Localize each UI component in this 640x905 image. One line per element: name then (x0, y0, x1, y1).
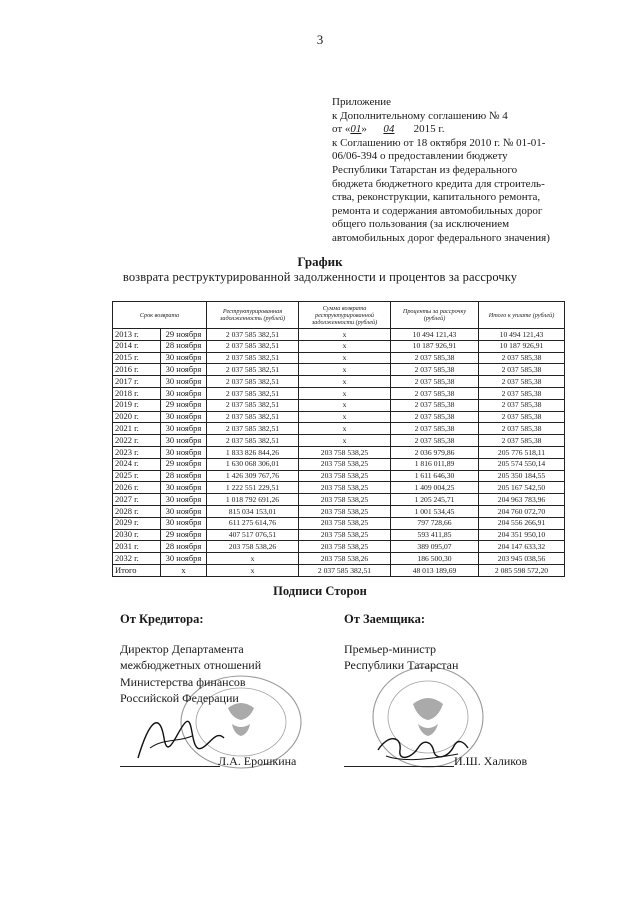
amount-cell: x (299, 364, 391, 376)
date-cell: 30 ноября (161, 411, 207, 423)
table-row (113, 446, 565, 458)
table-row (113, 517, 565, 529)
table-row (113, 340, 565, 352)
table-row (113, 541, 565, 553)
borrower-line: Республики Татарстан (344, 658, 459, 672)
amount-cell: 203 758 538,25 (299, 505, 391, 517)
amount-cell: 1 001 534,45 (391, 505, 479, 517)
appendix-line: бюджета бюджетного кредита для строитель- (332, 177, 545, 190)
amount-cell: 2 037 585,38 (479, 364, 565, 376)
year-cell: 2024 г. (113, 458, 161, 470)
year-cell: 2013 г. (113, 329, 161, 341)
amount-cell: 205 574 550,14 (479, 458, 565, 470)
table-row (113, 376, 565, 388)
amount-cell: 2 037 585,38 (479, 387, 565, 399)
header-cell: Реструктурированная задолженность (рублей) (207, 302, 299, 329)
amount-cell: x (299, 340, 391, 352)
table-row (113, 553, 565, 565)
table-row (113, 470, 565, 482)
amount-cell: 10 494 121,43 (391, 329, 479, 341)
date-cell: 29 ноября (161, 329, 207, 341)
amount-cell: 2 037 585 382,51 (207, 423, 299, 435)
date-cell: 30 ноября (161, 423, 207, 435)
year-cell: 2021 г. (113, 423, 161, 435)
amount-cell: 204 147 633,32 (479, 541, 565, 553)
borrower-heading: От Заемщика: (344, 612, 426, 626)
amount-cell: 2 037 585 382,51 (207, 411, 299, 423)
date-cell: 28 ноября (161, 470, 207, 482)
table-row (113, 329, 565, 341)
amount-cell: 2 037 585 382,51 (207, 387, 299, 399)
amount-cell: 2 037 585,38 (391, 435, 479, 447)
date-cell: 30 ноября (161, 364, 207, 376)
amount-cell: 611 275 614,76 (207, 517, 299, 529)
amount-cell: 203 758 538,25 (299, 529, 391, 541)
amount-cell: 2 085 598 572,20 (479, 564, 565, 576)
table-body (113, 329, 565, 577)
amount-cell: 1 409 004,25 (391, 482, 479, 494)
table-row (113, 458, 565, 470)
date-cell: 29 ноября (161, 399, 207, 411)
date-cell: 28 ноября (161, 340, 207, 352)
amount-cell: 2 037 585,38 (391, 411, 479, 423)
amount-cell: 203 758 538,26 (299, 553, 391, 565)
amount-cell: 203 758 538,25 (299, 470, 391, 482)
date-cell: 30 ноября (161, 446, 207, 458)
year-cell: 2023 г. (113, 446, 161, 458)
amount-cell: 203 758 538,25 (299, 446, 391, 458)
amount-cell: 2 037 585,38 (391, 387, 479, 399)
table-row (113, 399, 565, 411)
amount-cell: 2 037 585,38 (391, 376, 479, 388)
amount-cell: x (207, 553, 299, 565)
year-cell: 2014 г. (113, 340, 161, 352)
table-row (113, 529, 565, 541)
date-cell: 30 ноября (161, 494, 207, 506)
amount-cell: x (299, 411, 391, 423)
amount-cell: x (299, 423, 391, 435)
amount-cell: 205 167 542,50 (479, 482, 565, 494)
amount-cell: 204 556 266,91 (479, 517, 565, 529)
year-cell: 2028 г. (113, 505, 161, 517)
table-row (113, 387, 565, 399)
appendix-line: к Дополнительному соглашению № 4 (332, 109, 508, 122)
date-cell: 30 ноября (161, 376, 207, 388)
date-cell: 30 ноября (161, 553, 207, 565)
borrower-signature-line (344, 766, 454, 767)
header-cell: Итого к уплате (рублей) (479, 302, 565, 329)
header-cell: Сумма возврата реструктурированной задолженности (рублей) (299, 302, 391, 329)
date-cell: 28 ноября (161, 541, 207, 553)
page-number: 3 (316, 32, 324, 47)
appendix-line: общего пользования (за исключением (332, 218, 510, 231)
date-cell: 30 ноября (161, 387, 207, 399)
signatures-heading: Подписи Сторон (273, 584, 367, 598)
schedule-subtitle: возврата реструктурированной задолженности и процентов за рассрочку (122, 270, 518, 284)
date-cell: 30 ноября (161, 435, 207, 447)
amount-cell: 205 776 518,11 (479, 446, 565, 458)
year-cell: 2031 г. (113, 541, 161, 553)
amount-cell: 2 037 585 382,51 (299, 564, 391, 576)
amount-cell: 2 037 585,38 (391, 352, 479, 364)
date-cell: 30 ноября (161, 352, 207, 364)
year-cell: 2025 г. (113, 470, 161, 482)
amount-cell: 203 758 538,25 (299, 482, 391, 494)
amount-cell: 407 517 076,51 (207, 529, 299, 541)
table-row (113, 494, 565, 506)
creditor-line: Директор Департамента (120, 641, 244, 656)
date-cell: 29 ноября (161, 458, 207, 470)
amount-cell: 2 037 585 382,51 (207, 364, 299, 376)
amount-cell: 389 095,07 (391, 541, 479, 553)
amount-cell: 1 816 011,89 (391, 458, 479, 470)
appendix-line: к Соглашению от 18 октября 2010 г. № 01-01- (332, 136, 546, 149)
year-cell: 2018 г. (113, 387, 161, 399)
amount-cell: 205 350 184,55 (479, 470, 565, 482)
year-cell: 2030 г. (113, 529, 161, 541)
table-row (113, 482, 565, 494)
creditor-signature (130, 708, 230, 768)
amount-cell: 2 037 585,38 (479, 399, 565, 411)
creditor-name: Л.А. Ерошкина (218, 754, 297, 768)
year-cell: 2032 г. (113, 553, 161, 565)
amount-cell: 203 758 538,25 (299, 458, 391, 470)
year-cell: 2027 г. (113, 494, 161, 506)
amount-cell: 2 037 585,38 (479, 411, 565, 423)
amount-cell: 1 018 792 691,26 (207, 494, 299, 506)
table-row (113, 435, 565, 447)
amount-cell: 203 758 538,25 (299, 517, 391, 529)
amount-cell: 2 037 585 382,51 (207, 340, 299, 352)
year-cell: Итого (113, 564, 161, 576)
appendix-title: Приложение (332, 96, 392, 108)
creditor-line: Министерства финансов (120, 674, 246, 689)
table-row (113, 564, 565, 576)
amount-cell: 2 037 585,38 (391, 423, 479, 435)
amount-cell: 1 611 646,30 (391, 470, 479, 482)
year-cell: 2017 г. (113, 376, 161, 388)
table-row (113, 505, 565, 517)
amount-cell: 2 037 585 382,51 (207, 435, 299, 447)
schedule-title: График (297, 254, 343, 269)
creditor-signature-line (120, 766, 220, 767)
table-row (113, 364, 565, 376)
amount-cell: 2 037 585 382,51 (207, 352, 299, 364)
amount-cell: 10 187 926,91 (391, 340, 479, 352)
amount-cell: 2 037 585,38 (479, 376, 565, 388)
amount-cell: x (299, 399, 391, 411)
amount-cell: 203 758 538,25 (299, 541, 391, 553)
schedule-table (112, 301, 565, 577)
amount-cell: x (299, 435, 391, 447)
amount-cell: 10 494 121,43 (479, 329, 565, 341)
amount-cell: 1 205 245,71 (391, 494, 479, 506)
creditor-line: межбюджетных отношений (120, 658, 262, 672)
year-cell: 2015 г. (113, 352, 161, 364)
amount-cell: 48 013 189,69 (391, 564, 479, 576)
amount-cell: 204 351 950,10 (479, 529, 565, 541)
amount-cell: 2 037 585,38 (479, 423, 565, 435)
amount-cell: 2 037 585 382,51 (207, 399, 299, 411)
year-cell: 2016 г. (113, 364, 161, 376)
year-cell: 2022 г. (113, 435, 161, 447)
amount-cell: 1 222 551 229,51 (207, 482, 299, 494)
amount-cell: x (207, 564, 299, 576)
amount-cell: 2 036 979,86 (391, 446, 479, 458)
amount-cell: 593 411,85 (391, 529, 479, 541)
amount-cell: 2 037 585 382,51 (207, 376, 299, 388)
header-cell: Срок возврата (113, 302, 207, 329)
amount-cell: x (299, 352, 391, 364)
year-cell: 2020 г. (113, 411, 161, 423)
amount-cell: x (299, 376, 391, 388)
date-cell: 30 ноября (161, 517, 207, 529)
schedule-title-block (0, 254, 640, 285)
year-cell: 2019 г. (113, 399, 161, 411)
amount-cell: 10 187 926,91 (479, 340, 565, 352)
amount-cell: 2 037 585,38 (479, 435, 565, 447)
amount-cell: x (299, 387, 391, 399)
date-cell: x (161, 564, 207, 576)
year-cell: 2029 г. (113, 517, 161, 529)
appendix-date: от «01» 04 2015 г. (332, 123, 445, 136)
year-cell: 2026 г. (113, 482, 161, 494)
appendix-line: ремонта и содержания автомобильных дорог (332, 204, 543, 217)
creditor-line: Российской Федерации (120, 691, 239, 705)
appendix-line: Республики Татарстан из федерального (332, 163, 518, 176)
appendix-block (332, 96, 572, 246)
amount-cell: 1 833 826 844,26 (207, 446, 299, 458)
appendix-line: автомобильных дорог федерального значения) (332, 231, 550, 244)
borrower-line: Премьер-министр (344, 641, 436, 656)
amount-cell: 797 728,66 (391, 517, 479, 529)
header-cell: Проценты за рассрочку (рублей) (391, 302, 479, 329)
table-row (113, 411, 565, 423)
amount-cell: 203 945 038,56 (479, 553, 565, 565)
date-cell: 29 ноября (161, 529, 207, 541)
amount-cell: 2 037 585,38 (391, 399, 479, 411)
amount-cell: 203 758 538,25 (299, 494, 391, 506)
amount-cell: 2 037 585 382,51 (207, 329, 299, 341)
amount-cell: 204 963 783,96 (479, 494, 565, 506)
amount-cell: 186 500,30 (391, 553, 479, 565)
table-row (113, 423, 565, 435)
amount-cell: 2 037 585,38 (391, 364, 479, 376)
amount-cell: 1 426 309 767,76 (207, 470, 299, 482)
table-header-row (113, 302, 565, 329)
date-cell: 30 ноября (161, 505, 207, 517)
amount-cell: 203 758 538,26 (207, 541, 299, 553)
amount-cell: 815 034 153,01 (207, 505, 299, 517)
appendix-line: 06/06-394 о предоставлении бюджету (332, 150, 508, 163)
amount-cell: 204 760 072,70 (479, 505, 565, 517)
amount-cell: 2 037 585,38 (479, 352, 565, 364)
borrower-name: И.Ш. Халиков (454, 754, 528, 768)
creditor-heading: От Кредитора: (120, 612, 204, 626)
appendix-line: ства, реконструкции, капитального ремонта, (332, 191, 541, 204)
amount-cell: 1 630 068 306,01 (207, 458, 299, 470)
amount-cell: x (299, 329, 391, 341)
table-row (113, 352, 565, 364)
date-cell: 30 ноября (161, 482, 207, 494)
